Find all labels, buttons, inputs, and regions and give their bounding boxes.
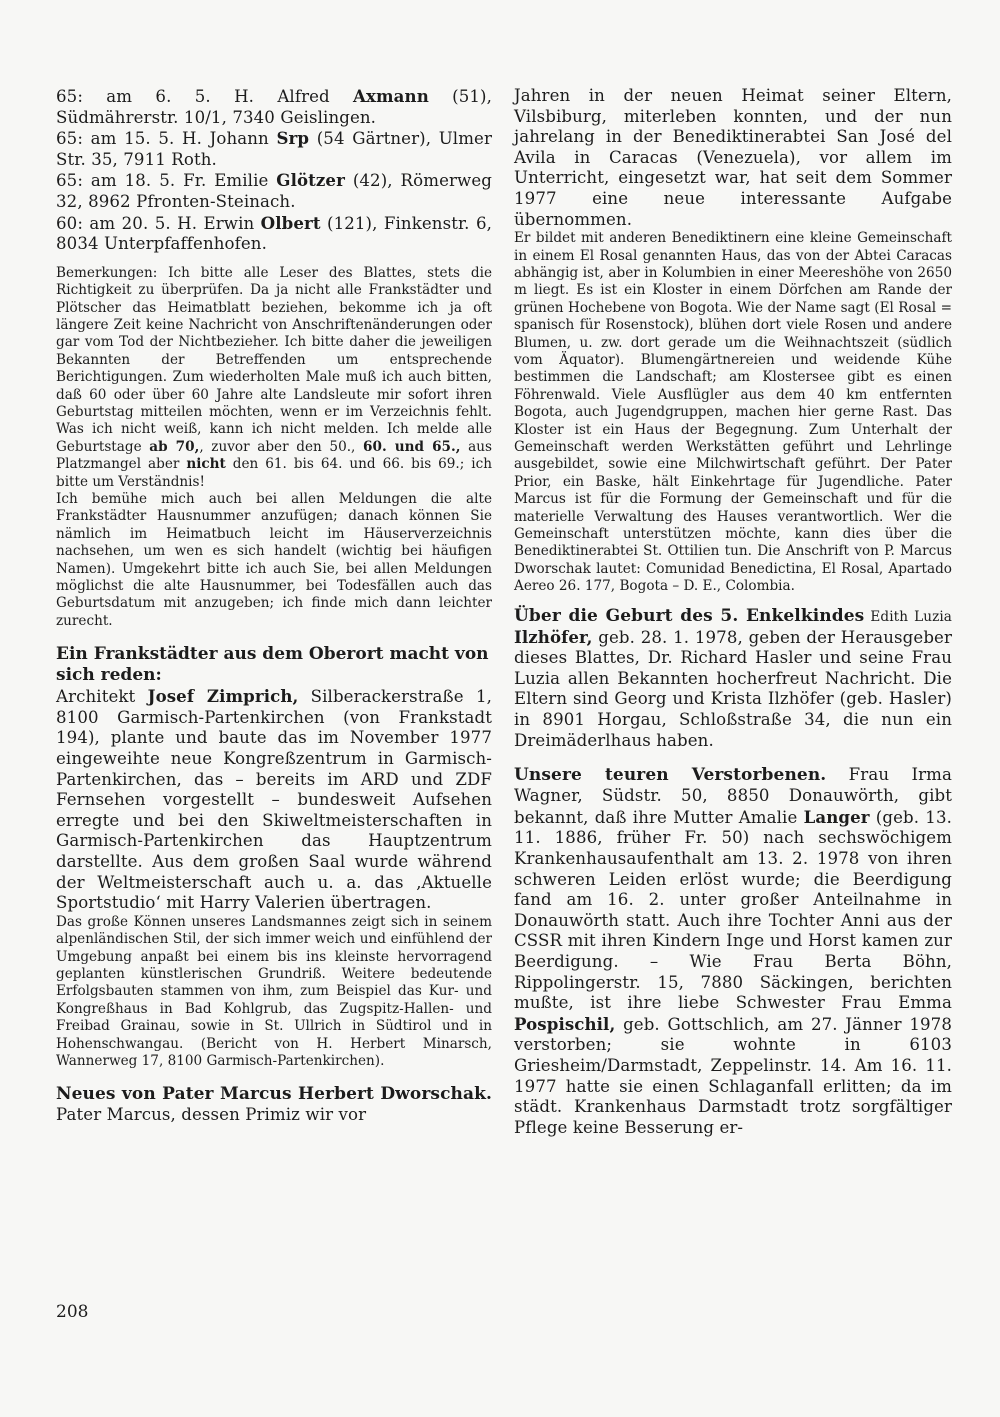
article-heading: Unsere teuren Verstorbenen.	[514, 765, 827, 786]
birthday-entry: 65: am 18. 5. Fr. Emilie Glötzer (42), Römerweg 32, 8962 Pfronten-Steinach.	[56, 170, 492, 211]
person-name: Srp	[276, 128, 310, 149]
person-name: Josef Zimprich,	[147, 686, 299, 707]
article-zimprich	[56, 644, 492, 1070]
left-column	[56, 86, 492, 1126]
person-name: Glötzer	[276, 170, 345, 191]
article-verstorbene: Unsere teuren Verstorbenen. Frau Irma Wagner, Südstr. 50, 8850 Donauwörth, gibt bekannt, daß ihre Mutter Amalie Langer (geb. 13. 11. 1886, früher Fr. 50) nach sechswöchigem Krankenhausaufenthalt am 13. 2. 1978 von ihren schweren Leiden erlöst wurde; die Beerdigung fand am 16. 2. unter großer Anteilnahme in Donauwörth statt. Auch ihre Tochter Anni aus der CSSR mit ihren Kindern Inge und Horst kamen zur Beerdigung. – Wie Frau Berta Böhn, Rippolingerstr. 15, 7880 Säckingen, berichten mußte, ist ihre liebe Schwester Frau Emma Pospischil, geb. Gottschlich, am 27. Jänner 1978 verstorben; sie wohnte in 6103 Griesheim/Darmstadt, Zeppelinstr. 14. Am 16. 11. 1977 hatte sie einen Schlaganfall erlitten; da im städt. Krankenhaus Darmstadt trotz sorgfältiger Pflege keine Besserung er-	[514, 765, 952, 1137]
article-paragraph: Das große Können unseres Landsmannes zeigt sich in seinem alpenländischen Stil, der sich immer weich und einfühlend der Umgebung anpaßt bei einem bis ins kleinste hervorragend geplanten künstlerischen Grundriß. Weitere bedeutende Erfolgsbauten stammen von ihm, zum Beispiel das Kur- und Kongreßhaus in Bad Kohlgrub, das Zugspitz-Hallen- und Freibad Grainau, sowie in St. Ullrich in Südtirol und in Hohenschwangau. (Bericht von H. Herbert Minarsch, Wannerweg 17, 8100 Garmisch-Partenkirchen).	[56, 913, 492, 1070]
birthday-list	[56, 86, 492, 255]
article-heading: Über die Geburt des 5. Enkelkindes	[514, 605, 865, 626]
birthday-entry: 65: am 15. 5. H. Johann Srp (54 Gärtner), Ulmer Str. 35, 7911 Roth.	[56, 128, 492, 169]
person-name: Olbert	[260, 212, 321, 233]
article-paragraph: Jahren in der neuen Heimat seiner Eltern, Vilsbiburg, miterleben konnten, und der nun jahrelang in der Benediktinerabtei San José del Avila in Caracas (Venezuela), vor allem im Unterricht, eingesetzt war, hat seit dem Sommer 1977 eine neue interessante Aufgabe übernommen.	[514, 86, 952, 229]
remarks-section	[56, 265, 492, 631]
article-paragraph: Er bildet mit anderen Benediktinern eine kleine Gemeinschaft in einem El Rosal genannten Haus, das von der Abtei Caracas abhängig ist, aber in Kolumbien in einer Meereshöhe von 2650 m liegt. Es ist ein Kloster in einem Dörfchen am Rande der grünen Hochebene von Bogota. Wie der Name sagt (El Rosal = spanisch für Rosenstock), blühen dort viele Rosen und andere Blumen, u. zw. dort gerade um die Weihnachtszeit (südlich vom Äquator). Blumengärtnereien und weidende Kühe bestimmen die Landschaft; am Klostersee gibt es einen Föhrenwald. Viele Ausflügler aus dem 40 km entfernten Bogota, auch Jugendgruppen, machen hier gerne Rast. Das Kloster ist ein Haus der Begegnung. Zum Unterhalt der Gemeinschaft werden Werkstätten geführt und Lehrlinge ausgebildet, sowie eine Milchwirtschaft geführt. Der Pater Prior, ein Baske, hält Einkehrtage für Jugendliche. Pater Marcus ist für die Formung der Gemeinschaft und für die materielle Verwaltung des Hauses verantwortlich. Wer die Gemeinschaft unterstützen möchte, kann dies über die Benediktinerabtei St. Ottilien tun. Die Anschrift von P. Marcus Dworschak lautet: Comunidad Benedictina, El Rosal, Apartado Aereo 26. 177, Bogota – D. E., Colombia.	[514, 230, 952, 595]
article-dworschak: Neues von Pater Marcus Herbert Dworschak. Pater Marcus, dessen Primiz wir vor	[56, 1084, 492, 1125]
article-heading: Neues von Pater Marcus Herbert Dworschak.	[56, 1084, 492, 1105]
article-heading: Ein Frankstädter aus dem Oberort macht von sich reden:	[56, 644, 489, 686]
person-name: Ilzhöfer,	[514, 626, 593, 647]
person-name: Pospischil,	[514, 1013, 616, 1034]
remarks-paragraph: Bemerkungen: Ich bitte alle Leser des Blattes, stets die Richtigkeit zu überprüfen. Da ja nicht alle Frankstädter und Plötscher das Heimatblatt beziehen, bekomme ich ja oft längere Zeit keine Nachricht von Anschriftenänderungen oder gar vom Tod der Nichtbezieher. Ich bitte daher die jeweiligen Bekannten der Betreffenden um entsprechende Berichtigungen. Zum wiederholten Male muß ich auch bitten, daß 60 oder über 60 Jahre alte Landsleute mir sofort ihren Geburtstag mitteilen möchten, wenn er im Verzeichnis fehlt. Was ich nicht weiß, kann ich nicht melden. Ich melde alle Geburtstage ab 70,, zuvor aber den 50., 60. und 65., aus Platzmangel aber nicht den 61. bis 64. und 66. bis 69.; ich bitte um Verständnis!	[56, 264, 492, 490]
person-name: Langer	[803, 806, 870, 827]
article-enkel: Über die Geburt des 5. Enkelkindes Edith Luzia Ilzhöfer, geb. 28. 1. 1978, geben der Herausgeber dieses Blattes, Dr. Richard Hasler und seine Frau Luzia allen Bekannten hocherfreut Nachricht. Die Eltern sind Georg und Krista Ilzhöfer (geb. Hasler) in 8901 Horgau, Schloßstraße 34, die nun ein Dreimäderlhaus haben.	[514, 605, 952, 750]
person-name: Axmann	[353, 86, 429, 106]
birthday-entry: 60: am 20. 5. H. Erwin Olbert (121), Finkenstr. 6, 8034 Unterpfaffenhofen.	[56, 212, 492, 254]
birthday-entry: 65: am 6. 5. H. Alfred Axmann (51), Südmährerstr. 10/1, 7340 Geislingen.	[56, 86, 492, 127]
right-column	[514, 86, 952, 1138]
page-number: 208	[56, 1302, 89, 1322]
article-paragraph: Architekt Josef Zimprich, Silberackerstraße 1, 8100 Garmisch-Partenkirchen (von Frankstadt 194), plante und baute das im November 1977 eingeweihte neue Kongreßzentrum in Garmisch-Partenkirchen, das – bereits im ARD und ZDF Fernsehen vorgestellt – bundesweit Aufsehen erregte und bei den Skiweltmeisterschaften in Garmisch-Partenkirchen das Hauptzentrum darstellte. Aus dem großen Saal wurde während der Weltmeisterschaft auch u. a. das ‚Aktuelle Sportstudio‘ mit Harry Valerien übertragen.	[56, 686, 492, 913]
article-dworschak-continued	[514, 86, 952, 596]
remarks-paragraph: Ich bemühe mich auch bei allen Meldungen die alte Frankstädter Hausnummer anzufügen; danach können Sie nämlich im Heimatbuch leicht im Häuserverzeichnis nachsehen, um wen es sich handelt (wichtig bei häufigen Namen). Umgekehrt bitte ich auch Sie, bei allen Meldungen möglichst die alte Hausnummer, bei Todesfällen auch das Geburtsdatum mit anzugeben; ich finde mich dann leichter zurecht.	[56, 491, 492, 629]
